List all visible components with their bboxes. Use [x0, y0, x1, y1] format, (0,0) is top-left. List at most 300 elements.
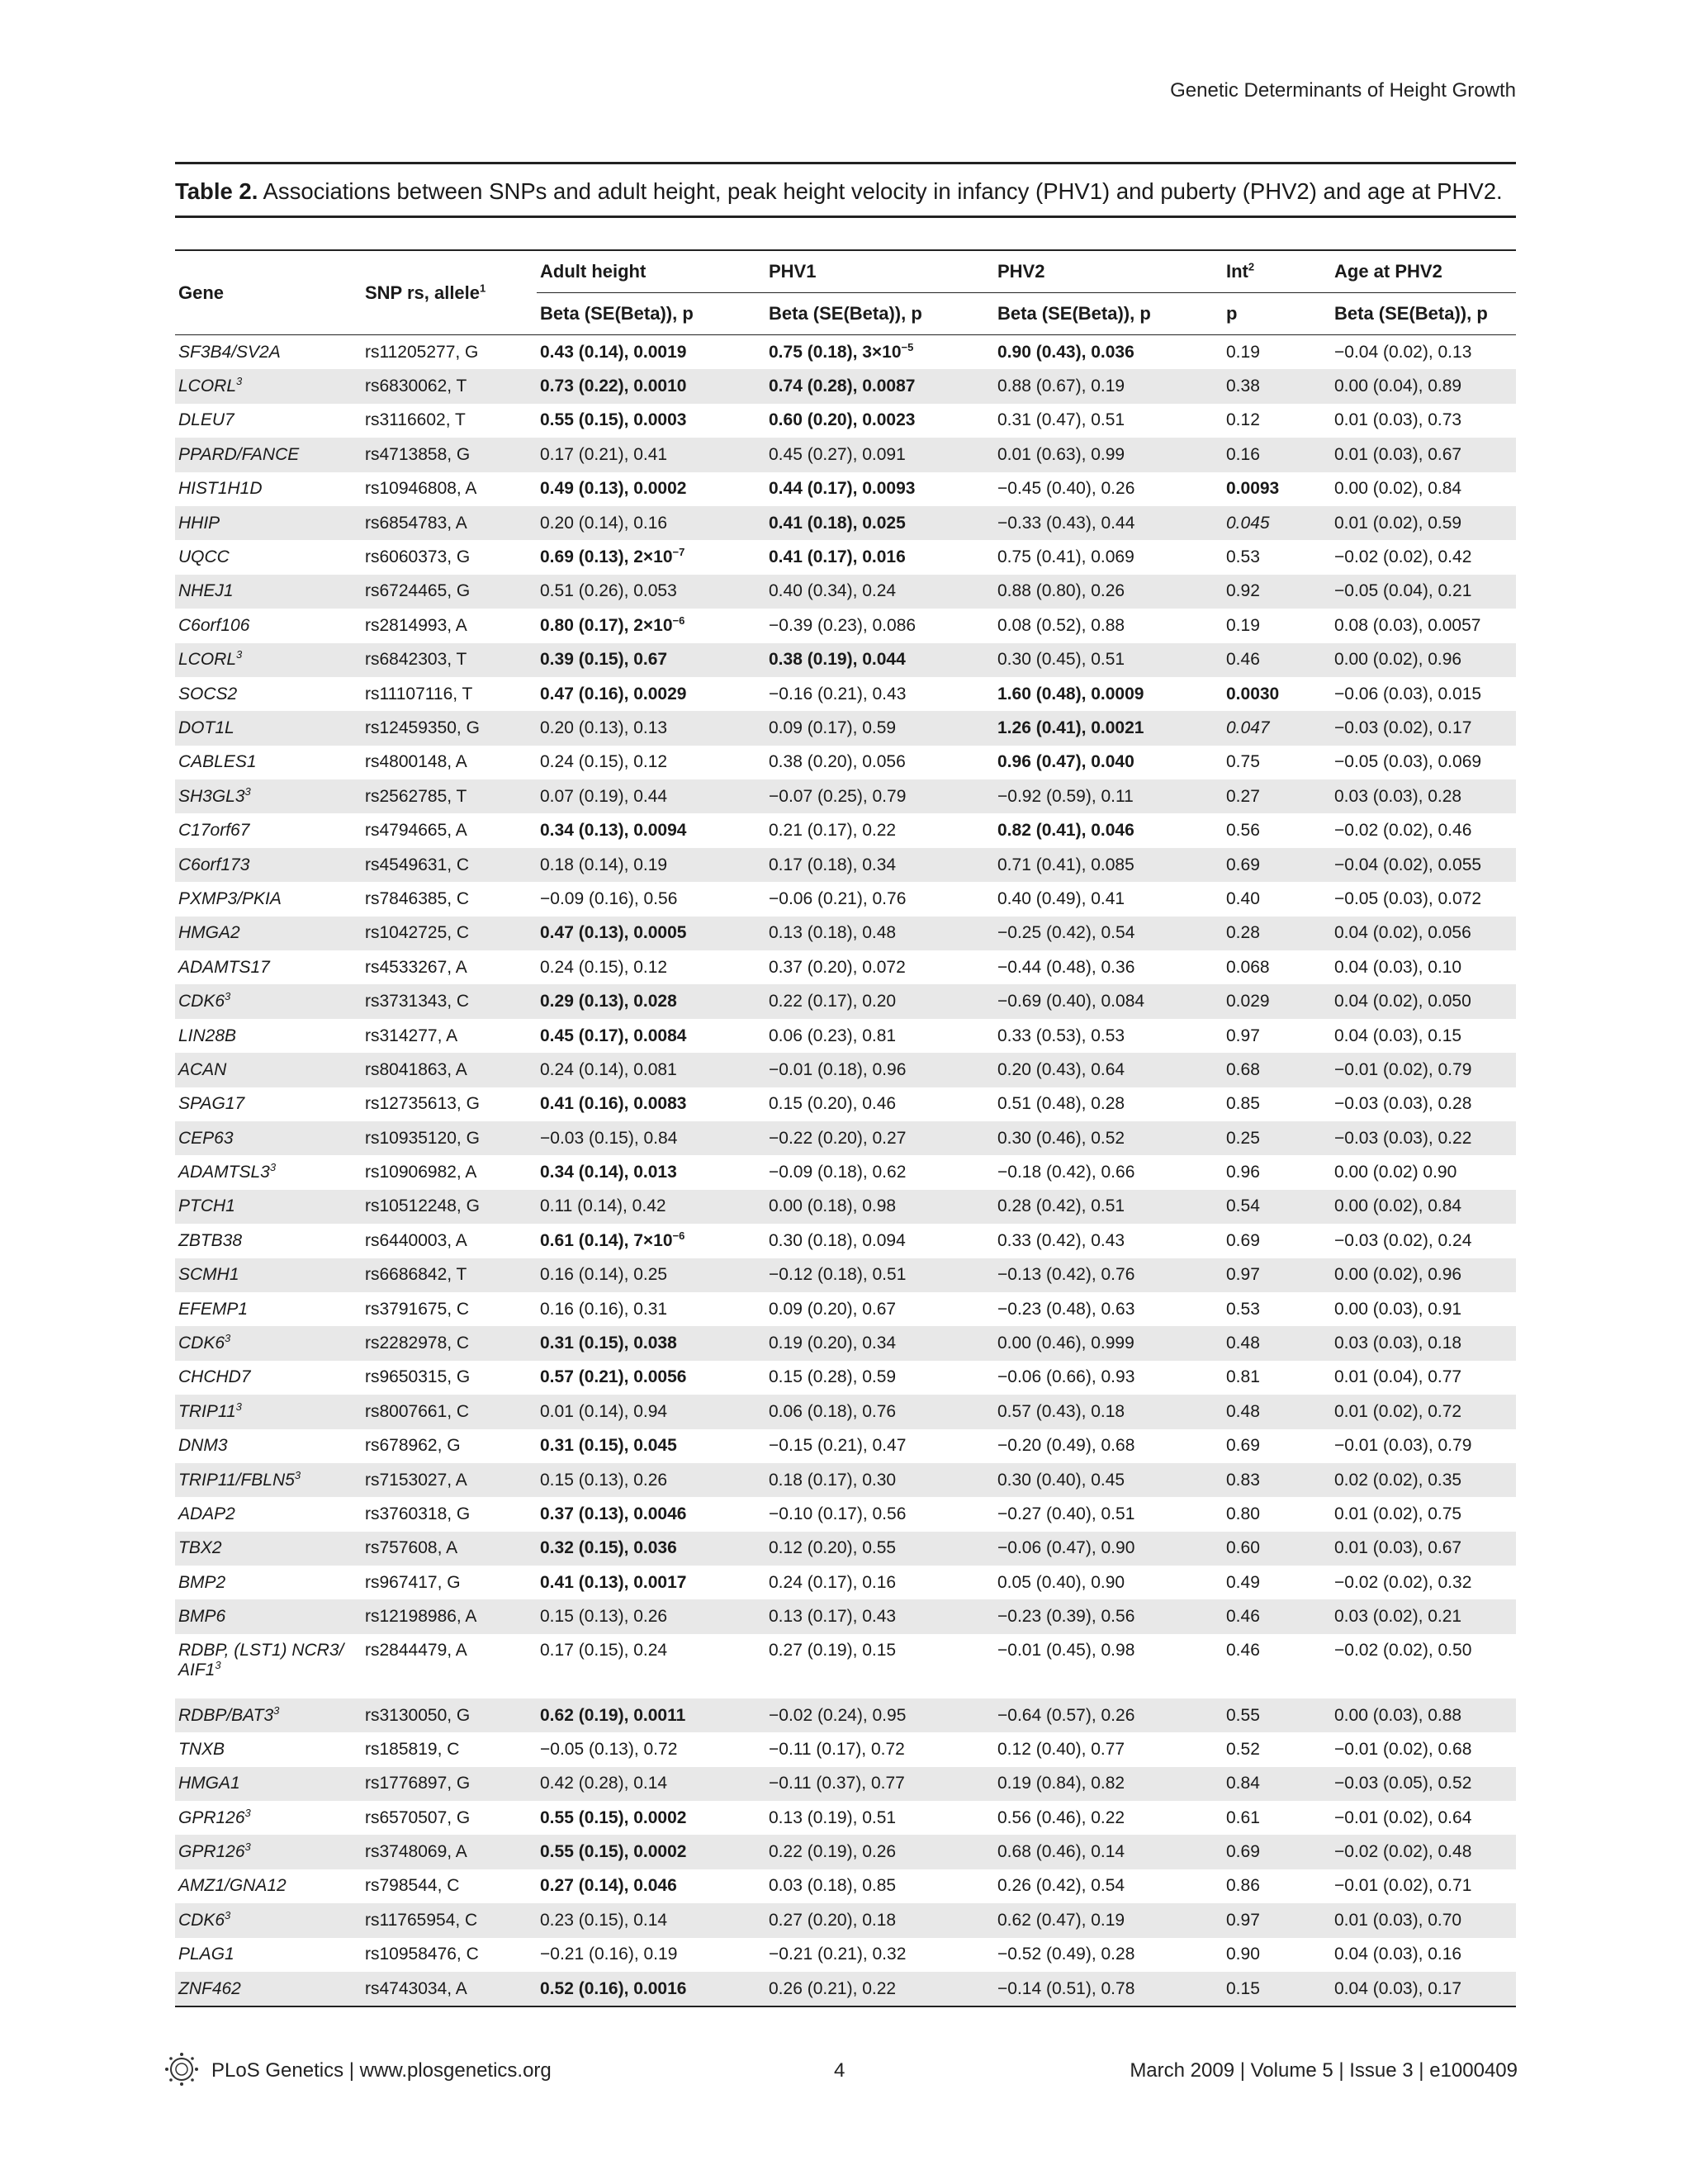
cell-snp: rs10958476, C [365, 1945, 479, 1964]
table-row [175, 1155, 1516, 1189]
table-header [175, 250, 1516, 335]
cell-int-p: 0.38 [1223, 369, 1331, 403]
cell-phv1: 0.06 (0.18), 0.76 [765, 1395, 994, 1428]
subheader-int: p [1223, 293, 1331, 335]
cell-age-phv2: 0.01 (0.03), 0.73 [1334, 410, 1462, 430]
cell-gene: C6orf106 [178, 615, 250, 635]
cell-adult-height: 0.34 (0.14), 0.013 [540, 1163, 677, 1182]
cell-phv1: 0.17 (0.18), 0.34 [765, 848, 994, 882]
cell-gene: CHCHD7 [178, 1367, 251, 1387]
cell-int-p: 0.46 [1223, 1599, 1331, 1633]
table-row [175, 1869, 1516, 1903]
cell-snp: rs6686842, T [362, 1258, 537, 1292]
cell-phv1: −0.22 (0.20), 0.27 [765, 1121, 994, 1155]
cell-snp: rs7153027, A [362, 1463, 537, 1497]
cell-adult-height: 0.51 (0.26), 0.053 [537, 575, 765, 609]
cell-snp: rs3748069, A [362, 1835, 537, 1869]
cell-adult-height: 0.20 (0.13), 0.13 [537, 711, 765, 745]
cell-gene: SF3B4/SV2A [178, 342, 281, 362]
cell-int-p: 0.97 [1223, 1903, 1331, 1937]
cell-snp: rs6830062, T [362, 369, 537, 403]
cell-snp: rs2814993, A [365, 615, 467, 635]
cell-adult-height: −0.09 (0.16), 0.56 [540, 888, 678, 908]
cell-phv1: 0.09 (0.20), 0.67 [769, 1299, 897, 1319]
cell-int-p: 0.46 [1226, 1640, 1260, 1660]
cell-adult-height: 0.29 (0.13), 0.028 [537, 984, 765, 1018]
cell-snp: rs678962, G [365, 1436, 461, 1456]
cell-gene: $CDK6^3$ [175, 1326, 362, 1360]
header-int: Int$^2$ [1223, 250, 1331, 293]
cell-snp: rs8007661, C [362, 1395, 537, 1428]
cell-adult-height: 0.55 (0.15), 0.0003 [540, 410, 687, 430]
cell-phv1: 0.40 (0.34), 0.24 [765, 575, 994, 609]
header-gene: Gene [175, 250, 362, 335]
cell-int-p: 0.69 [1226, 1436, 1260, 1456]
cell-int-p: 0.84 [1223, 1767, 1331, 1801]
cell-gene: HIST1H1D [178, 479, 263, 499]
table-row [175, 984, 1516, 1018]
table-row [175, 1190, 1516, 1224]
cell-phv2: 0.88 (0.67), 0.19 [994, 369, 1223, 403]
cell-int-p: 0.97 [1226, 1026, 1260, 1045]
cell-phv2: −0.64 (0.57), 0.26 [994, 1698, 1223, 1732]
table-row [175, 643, 1516, 677]
cell-snp: rs4743034, A [362, 1972, 537, 2006]
cell-phv2: −0.23 (0.48), 0.63 [997, 1299, 1135, 1319]
table-row [175, 1361, 1516, 1395]
cell-age-phv2: 0.01 (0.02), 0.72 [1331, 1395, 1516, 1428]
caption-label: Table 2. [175, 178, 258, 204]
cell-snp: rs6570507, G [365, 1807, 471, 1827]
cell-adult-height: 0.24 (0.15), 0.12 [540, 752, 668, 772]
cell-phv2: 0.30 (0.46), 0.52 [994, 1121, 1223, 1155]
cell-phv1: 0.75 (0.18), $3\times 10^{-5}$ [769, 340, 914, 362]
cell-snp: rs1776897, G [362, 1767, 537, 1801]
cell-phv2: 0.26 (0.42), 0.54 [997, 1876, 1125, 1896]
cell-gene: HHIP [175, 506, 362, 540]
cell-adult-height: 0.18 (0.14), 0.19 [537, 848, 765, 882]
cell-gene: ZBTB38 [178, 1230, 243, 1250]
cell-adult-height: 0.15 (0.13), 0.26 [537, 1463, 765, 1497]
cell-phv1: 0.03 (0.18), 0.85 [769, 1876, 897, 1896]
cell-gene: LCORL$^3$ [175, 643, 362, 677]
cell-int-p: 0.97 [1223, 1258, 1331, 1292]
cell-snp: rs6854783, A [362, 506, 537, 540]
table-row [175, 1053, 1516, 1087]
cell-adult-height: −0.21 (0.16), 0.19 [540, 1945, 678, 1964]
table-body [175, 335, 1516, 2007]
cell-phv1: 0.37 (0.20), 0.072 [769, 957, 906, 977]
cell-phv2: 0.57 (0.43), 0.18 [994, 1395, 1223, 1428]
cell-age-phv2: −0.02 (0.02), 0.48 [1331, 1835, 1516, 1869]
cell-int-p: 0.045 [1223, 506, 1331, 540]
cell-age-phv2: 0.03 (0.03), 0.18 [1331, 1326, 1516, 1360]
cell-gene: LIN28B [178, 1026, 237, 1045]
cell-phv2: −0.27 (0.40), 0.51 [997, 1504, 1135, 1523]
table-row [175, 1121, 1516, 1155]
table-row [175, 1019, 1516, 1053]
cell-gene: HMGA1 [175, 1767, 362, 1801]
cell-gene: $CDK6^3$ [175, 984, 362, 1018]
associations-table [175, 249, 1516, 2007]
cell-adult-height: 0.61 (0.14), $7\times 10^{-6}$ [540, 1229, 685, 1250]
cell-adult-height: 0.45 (0.17), 0.0084 [540, 1026, 687, 1045]
cell-int-p: 0.029 [1223, 984, 1331, 1018]
cell-int-p: 0.15 [1223, 1972, 1331, 2006]
cell-age-phv2: 0.01 (0.02), 0.59 [1331, 506, 1516, 540]
cell-snp: rs757608, A [362, 1532, 537, 1566]
cell-int-p: 0.48 [1223, 1395, 1331, 1428]
cell-adult-height: 0.11 (0.14), 0.42 [537, 1190, 765, 1224]
cell-int-p: 0.96 [1226, 1163, 1260, 1182]
cell-age-phv2: −0.04 (0.02), 0.055 [1331, 848, 1516, 882]
table-row [175, 369, 1516, 403]
running-head: Genetic Determinants of Height Growth [1170, 79, 1516, 102]
cell-phv1: 0.15 (0.20), 0.46 [769, 1094, 897, 1114]
cell-phv2: 0.00 (0.46), 0.999 [994, 1326, 1223, 1360]
table-row [175, 848, 1516, 882]
cell-age-phv2: 0.04 (0.02), 0.050 [1331, 984, 1516, 1018]
cell-gene: NHEJ1 [175, 575, 362, 609]
cell-int-p: 0.16 [1223, 438, 1331, 471]
subheader-age: Beta (SE(Beta)), p [1331, 293, 1516, 335]
cell-age-phv2: −0.01 (0.02), 0.68 [1334, 1739, 1472, 1759]
cell-int-p: 0.40 [1226, 888, 1260, 908]
cell-age-phv2: 0.04 (0.03), 0.10 [1334, 957, 1462, 977]
cell-phv2: −0.01 (0.45), 0.98 [997, 1640, 1135, 1660]
cell-phv2: 0.31 (0.47), 0.51 [997, 410, 1125, 430]
cell-phv1: 0.26 (0.21), 0.22 [765, 1972, 994, 2006]
cell-snp: rs6842303, T [362, 643, 537, 677]
header-snp: SNP rs, allele$^1$ [362, 250, 537, 335]
cell-snp: rs12735613, G [365, 1094, 480, 1114]
cell-int-p: 0.068 [1226, 957, 1270, 977]
cell-adult-height: 0.17 (0.21), 0.41 [537, 438, 765, 471]
table-row [175, 1224, 1516, 1258]
cell-gene: TBX2 [175, 1532, 362, 1566]
cell-gene: $CDK6^3$ [175, 1903, 362, 1937]
cell-phv2: −0.06 (0.66), 0.93 [997, 1367, 1135, 1387]
cell-phv1: −0.01 (0.18), 0.96 [765, 1053, 994, 1087]
cell-phv2: 0.75 (0.41), 0.069 [997, 547, 1134, 567]
cell-age-phv2: 0.04 (0.03), 0.16 [1334, 1945, 1462, 1964]
cell-gene: SOCS2 [178, 684, 238, 704]
cell-phv1: −0.11 (0.37), 0.77 [765, 1767, 994, 1801]
cell-gene: CABLES1 [178, 752, 257, 772]
cell-int-p: 0.56 [1226, 821, 1260, 841]
cell-snp: rs4794665, A [365, 821, 467, 841]
cell-age-phv2: 0.02 (0.02), 0.35 [1331, 1463, 1516, 1497]
cell-age-phv2: 0.00 (0.04), 0.89 [1331, 369, 1516, 403]
cell-phv2: 0.90 (0.43), 0.036 [997, 342, 1134, 362]
cell-age-phv2: 0.01 (0.03), 0.70 [1331, 1903, 1516, 1937]
cell-phv2: 0.01 (0.63), 0.99 [994, 438, 1223, 471]
cell-int-p: 0.92 [1223, 575, 1331, 609]
cell-int-p: 0.46 [1223, 643, 1331, 677]
cell-snp: rs185819, C [365, 1739, 460, 1759]
cell-phv2: 0.19 (0.84), 0.82 [994, 1767, 1223, 1801]
cell-gene: ZNF462 [175, 1972, 362, 2006]
cell-int-p: 0.81 [1226, 1367, 1260, 1387]
table-row [175, 1258, 1516, 1292]
cell-phv1: 0.30 (0.18), 0.094 [769, 1230, 906, 1250]
table-row [175, 1767, 1516, 1801]
table-row [175, 813, 1516, 847]
subheader-phv1: Beta (SE(Beta)), p [765, 293, 994, 335]
table-row [175, 1087, 1516, 1121]
cell-phv1: 0.12 (0.20), 0.55 [765, 1532, 994, 1566]
cell-phv1: 0.45 (0.27), 0.091 [765, 438, 994, 471]
cell-phv2: 1.60 (0.48), 0.0009 [997, 684, 1144, 704]
cell-int-p: 0.80 [1226, 1504, 1260, 1523]
cell-int-p: 0.75 [1226, 752, 1260, 772]
table-row [175, 1698, 1516, 1732]
table-row [175, 472, 1516, 506]
table-row [175, 1938, 1516, 1972]
table-row [175, 1732, 1516, 1766]
cell-age-phv2: −0.01 (0.03), 0.79 [1334, 1436, 1472, 1456]
cell-phv2: −0.18 (0.42), 0.66 [997, 1163, 1135, 1182]
table-row [175, 1903, 1516, 1937]
cell-age-phv2: 0.00 (0.03), 0.91 [1334, 1299, 1462, 1319]
cell-gene: $GPR126^3$ [175, 1835, 362, 1869]
table-row [175, 1566, 1516, 1599]
table-caption-box [175, 162, 1516, 218]
cell-adult-height: 0.52 (0.16), 0.0016 [537, 1972, 765, 2006]
cell-snp: rs967417, G [365, 1572, 461, 1592]
cell-snp: rs12198986, A [362, 1599, 537, 1633]
table-caption [175, 176, 1516, 218]
cell-phv1: −0.16 (0.21), 0.43 [769, 684, 907, 704]
cell-int-p: 0.53 [1226, 1299, 1260, 1319]
table-row [175, 1463, 1516, 1497]
cell-snp: rs798544, C [365, 1876, 460, 1896]
cell-adult-height: 0.73 (0.22), 0.0010 [537, 369, 765, 403]
cell-snp: rs2562785, T [362, 779, 537, 813]
cell-phv1: 0.74 (0.28), 0.0087 [765, 369, 994, 403]
table-row [175, 1395, 1516, 1428]
cell-snp: rs10512248, G [362, 1190, 537, 1224]
table-row [175, 917, 1516, 950]
cell-phv1: 0.22 (0.19), 0.26 [765, 1835, 994, 1869]
cell-gene: C17orf67 [178, 821, 250, 841]
table-row [175, 711, 1516, 745]
cell-adult-height: 0.41 (0.13), 0.0017 [540, 1572, 687, 1592]
footer-journal: PLoS Genetics | www.plosgenetics.org [211, 2059, 552, 2082]
cell-adult-height: 0.17 (0.15), 0.24 [540, 1640, 668, 1660]
cell-phv1: 0.13 (0.19), 0.51 [769, 1807, 897, 1827]
cell-gene: C6orf173 [175, 848, 362, 882]
table-row [175, 506, 1516, 540]
cell-phv2: −0.33 (0.43), 0.44 [994, 506, 1223, 540]
cell-adult-height: 0.49 (0.13), 0.0002 [540, 479, 687, 499]
cell-phv2: −0.13 (0.42), 0.76 [994, 1258, 1223, 1292]
cell-phv1: 0.22 (0.17), 0.20 [765, 984, 994, 1018]
cell-age-phv2: −0.04 (0.02), 0.13 [1334, 342, 1472, 362]
cell-adult-height: 0.55 (0.15), 0.0002 [540, 1807, 687, 1827]
table-row [175, 335, 1516, 370]
cell-adult-height: 0.47 (0.16), 0.0029 [540, 684, 687, 704]
cell-adult-height: 0.01 (0.14), 0.94 [537, 1395, 765, 1428]
cell-phv1: 0.19 (0.20), 0.34 [765, 1326, 994, 1360]
cell-phv2: −0.25 (0.42), 0.54 [994, 917, 1223, 950]
cell-int-p: 0.52 [1226, 1739, 1260, 1759]
cell-age-phv2: −0.02 (0.02), 0.42 [1334, 547, 1472, 567]
cell-adult-height: 0.41 (0.16), 0.0083 [540, 1094, 687, 1114]
cell-phv1: 0.41 (0.18), 0.025 [765, 506, 994, 540]
cell-int-p: 0.69 [1223, 848, 1331, 882]
cell-phv2: 0.82 (0.41), 0.046 [997, 821, 1134, 841]
table-row [175, 1429, 1516, 1463]
header-age-phv2: Age at PHV2 [1331, 250, 1516, 293]
cell-age-phv2: 0.00 (0.02), 0.96 [1331, 1258, 1516, 1292]
cell-age-phv2: −0.02 (0.02), 0.50 [1334, 1640, 1472, 1660]
cell-age-phv2: −0.02 (0.02), 0.46 [1334, 821, 1472, 841]
cell-phv1: 0.27 (0.20), 0.18 [765, 1903, 994, 1937]
cell-gene: BMP2 [178, 1572, 226, 1592]
cell-phv1: 0.09 (0.17), 0.59 [765, 711, 994, 745]
cell-age-phv2: −0.05 (0.03), 0.072 [1334, 888, 1482, 908]
cell-adult-height: −0.05 (0.13), 0.72 [540, 1739, 678, 1759]
cell-age-phv2: −0.01 (0.02), 0.71 [1334, 1876, 1472, 1896]
cell-phv1: 0.38 (0.19), 0.044 [765, 643, 994, 677]
cell-snp: rs4713858, G [362, 438, 537, 471]
cell-snp: rs6440003, A [365, 1230, 467, 1250]
cell-int-p: 0.54 [1223, 1190, 1331, 1224]
table-row [175, 575, 1516, 609]
cell-snp: rs4549631, C [362, 848, 537, 882]
cell-int-p: 0.83 [1223, 1463, 1331, 1497]
cell-phv2: 0.28 (0.42), 0.51 [994, 1190, 1223, 1224]
table-row [175, 1801, 1516, 1835]
cell-phv2: −0.52 (0.49), 0.28 [997, 1945, 1135, 1964]
cell-phv2: −0.69 (0.40), 0.084 [994, 984, 1223, 1018]
cell-int-p: 0.69 [1226, 1230, 1260, 1250]
cell-age-phv2: 0.01 (0.03), 0.67 [1331, 1532, 1516, 1566]
cell-age-phv2: 0.01 (0.04), 0.77 [1334, 1367, 1462, 1387]
cell-snp: rs11765954, C [362, 1903, 537, 1937]
cell-gene: PTCH1 [175, 1190, 362, 1224]
table-row [175, 1326, 1516, 1360]
cell-phv2: 0.40 (0.49), 0.41 [997, 888, 1125, 908]
cell-phv2: 0.56 (0.46), 0.22 [997, 1807, 1125, 1827]
cell-phv1: 0.38 (0.20), 0.056 [769, 752, 906, 772]
cell-int-p: 0.86 [1226, 1876, 1260, 1896]
cell-snp: rs2282978, C [362, 1326, 537, 1360]
cell-gene: $GPR126^3$ [178, 1806, 251, 1827]
cell-age-phv2: −0.02 (0.02), 0.32 [1334, 1572, 1472, 1592]
cell-gene: DLEU7 [178, 410, 234, 430]
cell-phv1: 0.00 (0.18), 0.98 [765, 1190, 994, 1224]
table-row [175, 746, 1516, 779]
cell-int-p: 0.48 [1223, 1326, 1331, 1360]
cell-phv2: 0.12 (0.40), 0.77 [997, 1739, 1125, 1759]
cell-phv1: 0.15 (0.28), 0.59 [769, 1367, 897, 1387]
subheader-phv2: Beta (SE(Beta)), p [994, 293, 1223, 335]
cell-int-p: 0.27 [1223, 779, 1331, 813]
cell-gene: RDBP, (LST1) NCR3/ $AIF1^3$ [178, 1640, 344, 1679]
cell-snp: rs3116602, T [365, 410, 466, 430]
cell-snp: rs6724465, G [362, 575, 537, 609]
cell-int-p: 0.60 [1223, 1532, 1331, 1566]
cell-phv1: 0.13 (0.17), 0.43 [765, 1599, 994, 1633]
cell-adult-height: 0.31 (0.15), 0.045 [540, 1436, 677, 1456]
cell-adult-height: 0.15 (0.13), 0.26 [537, 1599, 765, 1633]
cell-snp: rs3760318, G [365, 1504, 471, 1523]
cell-adult-height: 0.31 (0.15), 0.038 [537, 1326, 765, 1360]
cell-gene: DOT1L [175, 711, 362, 745]
cell-adult-height: 0.55 (0.15), 0.0002 [537, 1835, 765, 1869]
cell-age-phv2: 0.04 (0.03), 0.15 [1334, 1026, 1462, 1045]
table-row [175, 438, 1516, 471]
cell-adult-height: 0.24 (0.15), 0.12 [540, 957, 668, 977]
cell-adult-height: 0.34 (0.13), 0.0094 [540, 821, 687, 841]
cell-snp: rs1042725, C [362, 917, 537, 950]
cell-age-phv2: 0.08 (0.03), 0.0057 [1334, 615, 1481, 635]
cell-gene: AMZ1/GNA12 [178, 1876, 287, 1896]
cell-phv1: −0.12 (0.18), 0.51 [765, 1258, 994, 1292]
header-adult-height: Adult height [537, 250, 765, 293]
cell-int-p: 0.49 [1226, 1572, 1260, 1592]
cell-snp: rs11205277, G [365, 342, 479, 362]
cell-phv1: 0.44 (0.17), 0.0093 [769, 479, 916, 499]
cell-snp: rs7846385, C [365, 888, 470, 908]
cell-age-phv2: −0.06 (0.03), 0.015 [1334, 684, 1482, 704]
cell-age-phv2: 0.00 (0.02), 0.84 [1331, 1190, 1516, 1224]
cell-snp: rs9650315, G [365, 1367, 471, 1387]
cell-phv2: 0.20 (0.43), 0.64 [994, 1053, 1223, 1087]
cell-age-phv2: 0.04 (0.02), 0.056 [1331, 917, 1516, 950]
cell-int-p: 0.55 [1223, 1698, 1331, 1732]
cell-phv1: −0.11 (0.17), 0.72 [769, 1739, 905, 1759]
cell-phv1: 0.27 (0.19), 0.15 [769, 1640, 897, 1660]
cell-phv2: 0.71 (0.41), 0.085 [994, 848, 1223, 882]
cell-phv1: −0.39 (0.23), 0.086 [769, 615, 917, 635]
table-row [175, 677, 1516, 711]
cell-gene: $TRIP11^3$ [175, 1395, 362, 1428]
cell-snp: rs4800148, A [365, 752, 467, 772]
footer-issue: March 2009 | Volume 5 | Issue 3 | e1000409 [1130, 2059, 1518, 2082]
cell-gene: PLAG1 [178, 1945, 234, 1964]
cell-age-phv2: −0.01 (0.02), 0.64 [1334, 1807, 1472, 1827]
cell-adult-height: 0.20 (0.14), 0.16 [537, 506, 765, 540]
cell-gene: PPARD/FANCE [175, 438, 362, 471]
subheader-adult: Beta (SE(Beta)), p [537, 293, 765, 335]
cell-phv2: 0.96 (0.47), 0.040 [997, 752, 1134, 772]
cell-phv1: −0.09 (0.18), 0.62 [769, 1163, 907, 1182]
plos-logo-icon [163, 2051, 200, 2087]
cell-snp: rs10946808, A [365, 479, 477, 499]
cell-phv2: 0.30 (0.40), 0.45 [994, 1463, 1223, 1497]
table-row [175, 1292, 1516, 1326]
cell-phv1: −0.06 (0.21), 0.76 [769, 888, 907, 908]
table-row [175, 1634, 1516, 1698]
cell-adult-height: 0.24 (0.14), 0.081 [537, 1053, 765, 1087]
cell-phv1: −0.02 (0.24), 0.95 [765, 1698, 994, 1732]
cell-gene: ADAP2 [178, 1504, 235, 1523]
cell-int-p: 0.61 [1226, 1807, 1260, 1827]
cell-phv1: −0.07 (0.25), 0.79 [765, 779, 994, 813]
cell-snp: rs3130050, G [362, 1698, 537, 1732]
table-row [175, 540, 1516, 574]
caption-text: Associations between SNPs and adult height, peak height velocity in infancy (PHV1) and puberty (PHV2) and age at PHV2. [258, 178, 1503, 204]
cell-phv2: 0.33 (0.53), 0.53 [997, 1026, 1125, 1045]
cell-gene: SPAG17 [178, 1094, 245, 1114]
page-footer [163, 2056, 1518, 2089]
cell-phv2: −0.20 (0.49), 0.68 [997, 1436, 1135, 1456]
cell-int-p: 0.19 [1226, 615, 1260, 635]
cell-phv2: 0.33 (0.42), 0.43 [997, 1230, 1125, 1250]
